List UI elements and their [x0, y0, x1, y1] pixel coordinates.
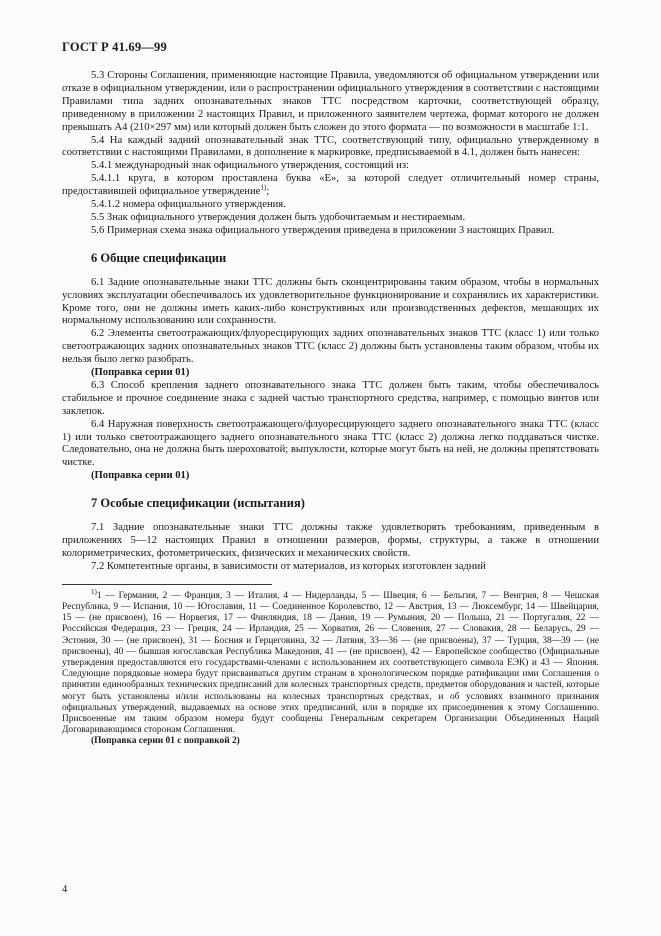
clause-7-2: 7.2 Компетентные органы, в зависимости от материалов, из которых изготовлен задний	[91, 560, 486, 572]
footnote-text	[62, 587, 599, 737]
clause-6-4: 6.4 Наружная поверхность светоотражающего/флуоресцирующего заднего опознавательного знака ТТС (класс 1) или только светоотражающего заднего опознавательного знака ТТС (класс 2) должна легко поддаваться чистке. Следовательно, она не должна быть шероховатой; выпуклости, которые могут быть на ней, не должны препятствовать чистке.	[62, 418, 599, 469]
clause-5-4-1-1-text: 5.4.1.1 круга, в котором проставлена буква «Е», за которой следует отличительный номер страны, предоставившей официальное утверждение	[62, 173, 599, 198]
footnote-divider	[62, 584, 272, 585]
page-number: 4	[62, 884, 68, 895]
clause-5-4-1-1	[62, 173, 599, 199]
clause-5-4-1: 5.4.1 международный знак официального утверждения, состоящий из:	[91, 160, 409, 172]
amendment-note-6-2: (Поправка серии 01)	[91, 367, 190, 379]
footnote-marker: 1)	[91, 587, 97, 596]
section-7-heading: 7 Особые спецификации (испытания)	[91, 496, 305, 511]
document-header: ГОСТ Р 41.69—99	[62, 40, 167, 54]
footnote-amendment-note: (Поправка серии 01 с поправкой 2)	[91, 736, 240, 747]
clause-7-1: 7.1 Задние опознавательные знаки ТТС должны также удовлетворять требованиям, приведенным в приложениях 5—12 настоящих Правил в отношении размеров, формы, структуры, а также в отношении колориметрических, фотометрических, физических и механических свойств.	[62, 522, 599, 559]
clause-5-3: 5.3 Стороны Соглашения, применяющие настоящие Правила, уведомляются об официальном утверждении или отказе в официальном утверждении, или о распространении официального утверждения в соответствии с настоящими Правилами типа задних опознавательных знаков ТТС посредством карточки, соответствующей образцу, приведенному в приложении 2 настоящих Правил, и приложенного заявителем чертежа, формат которого не должен превышать А4 (210×297 мм) или который должен быть сложен до этого формата — по возможности в масштабе 1:1.	[62, 70, 599, 133]
footnote-body: 1 — Германия, 2 — Франция, 3 — Италия, 4 — Нидерланды, 5 — Швеция, 6 — Бельгия, 7 — Венгрия, 8 — Чешская Республика, 9 — Испания, 10 — Югославия, 11 — Соединенное Королевство, 12 — Австрия, 13 — Люксембург, 14 — Швейцария, 15 — (не присвоен), 16 — Норвегия, 17 — Финляндия, 18 — Дания, 19 — Румыния, 20 — Польша, 21 — Португалия, 22 — Российская Федерация, 23 — Греция, 24 — Ирландия, 25 — Хорватия, 26 — Словения, 27 — Словакия, 28 — Беларусь, 29 — Эстония, 30 — (не присвоен), 31 — Босния и Герцеговина, 32 — Латвия, 33—36 — (не присвоены), 37 — Турция, 38—39 — (не присвоены), 40 — бывшая югославская Республика Македония, 41 — (не присвоен), 42 — Европейское сообщество (Официальные утверждения предоставляются его государствами-членами с использованием их соответствующего символа ЕЭК) и 43 — Япония. Следующие порядковые номера будут присваиваться другим странам в хронологическом порядке ратификации ими Соглашения о принятии единообразных технических предписаний для колесных транспортных средств, предметов оборудования и частей, которые могут быть установлены и/или использованы на колесных транспортных средствах, и об условиях взаимного признания официальных утверждений, выдаваемых на основе этих предписаний, или в порядке их присоединения к этому Соглашению. Присвоенные им таким образом номера будут сообщены Генеральным секретарем Организации Объединенных Наций Договаривающимся сторонам Соглашения.	[62, 590, 599, 736]
document-body	[62, 70, 599, 748]
clause-5-6: 5.6 Примерная схема знака официального утверждения приведена в приложении 3 настоящих Правил.	[91, 224, 555, 236]
clause-6-2: 6.2 Элементы светоотражающих/флуоресцирующих задних опознавательных знаков ТТС (класс 1) или только светоотражающих задних опознавательных знаков ТТС (класс 2) должны быть установлены таким образом, чтобы их нельзя было легко разобрать.	[62, 328, 599, 366]
clause-6-3: 6.3 Способ крепления заднего опознавательного знака ТТС должен быть таким, чтобы обеспечивалось стабильное и прочное соединение знака с задней частью транспортного средства, например, с помощью винтов или заклепок.	[62, 379, 599, 417]
section-6-heading: 6 Общие спецификации	[91, 250, 227, 265]
clause-5-4: 5.4 На каждый задний опознавательный знак ТТС, соответствующий типу, официально утвержденному в соответствии с настоящими Правилами, в дополнение к маркировке, предписываемой в 4.1, должен быть нанесен:	[62, 134, 599, 159]
amendment-note-6-4: (Поправка серии 01)	[91, 470, 190, 482]
footnote-reference[interactable]: 1)	[260, 183, 267, 192]
clause-5-5: 5.5 Знак официального утверждения должен быть удобочитаемым и нестираемым.	[91, 211, 466, 223]
clause-6-1: 6.1 Задние опознавательные знаки ТТС должны быть сконцентрированы таким образом, чтобы в нормальных условиях эксплуатации обеспечивалось их удовлетворительное функционирование и сохранялись их характеристики. Кроме того, они не должны иметь каких-либо конструктивных или производственных дефектов, мешающих их нормальному использованию или сохранности.	[62, 276, 599, 327]
clause-5-4-1-1-end: ;	[266, 186, 270, 198]
clause-5-4-1-2: 5.4.1.2 номера официального утверждения.	[91, 199, 286, 211]
